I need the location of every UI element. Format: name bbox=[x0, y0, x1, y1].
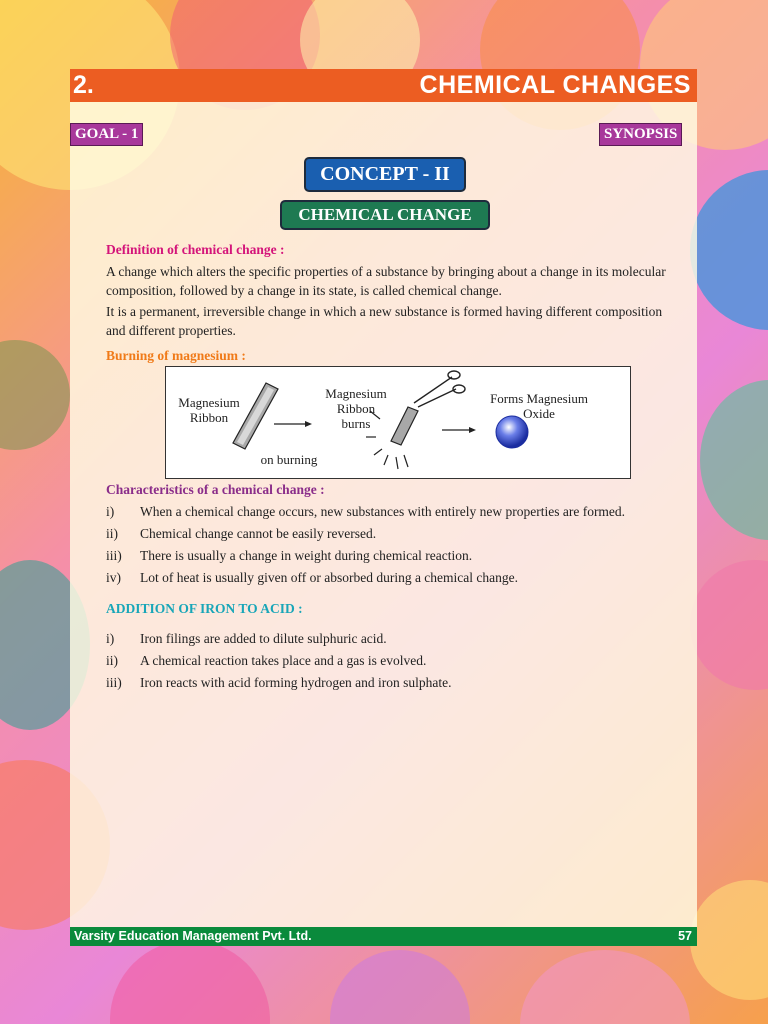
iron-acid-heading: ADDITION OF IRON TO ACID : bbox=[106, 601, 303, 616]
chapter-header bbox=[70, 69, 697, 102]
page-footer bbox=[70, 927, 697, 946]
definition-text-line: and different properties. bbox=[106, 323, 236, 338]
section-title: CHEMICAL CHANGE bbox=[280, 200, 490, 230]
label-magnesium-ribbon: Magnesium Ribbon bbox=[178, 395, 240, 425]
arrow-icon bbox=[274, 421, 312, 427]
label-ribbon-burns: Magnesium Ribbon burns bbox=[325, 386, 387, 431]
characteristics-heading: Characteristics of a chemical change : bbox=[106, 482, 325, 497]
publisher-name: Varsity Education Management Pvt. Ltd. bbox=[74, 929, 312, 943]
goal-tag: GOAL - 1 bbox=[70, 123, 143, 146]
tongs-icon bbox=[414, 371, 465, 407]
concept-badge: CONCEPT - II bbox=[304, 157, 466, 192]
label-on-burning: on burning bbox=[260, 452, 318, 467]
burning-magnesium-diagram bbox=[165, 366, 631, 479]
definition-heading: Definition of chemical change : bbox=[106, 242, 285, 257]
page-number: 57 bbox=[678, 929, 692, 943]
definition-text-line: composition, followed by a change in its state, is called chemical change. bbox=[106, 283, 502, 298]
arrow-icon bbox=[442, 427, 476, 433]
synopsis-tag: SYNOPSIS bbox=[599, 123, 682, 146]
definition-text-line: A change which alters the specific properties of a substance by bringing about a change in its molecular bbox=[106, 264, 666, 279]
burning-heading: Burning of magnesium : bbox=[106, 348, 246, 363]
definition-text-line: It is a permanent, irreversible change in which a new substance is formed having different composition bbox=[106, 304, 663, 319]
chapter-number: 2. bbox=[73, 71, 94, 99]
chapter-title: CHEMICAL CHANGES bbox=[419, 71, 691, 99]
label-magnesium-oxide: Forms Magnesium Oxide bbox=[490, 391, 588, 421]
